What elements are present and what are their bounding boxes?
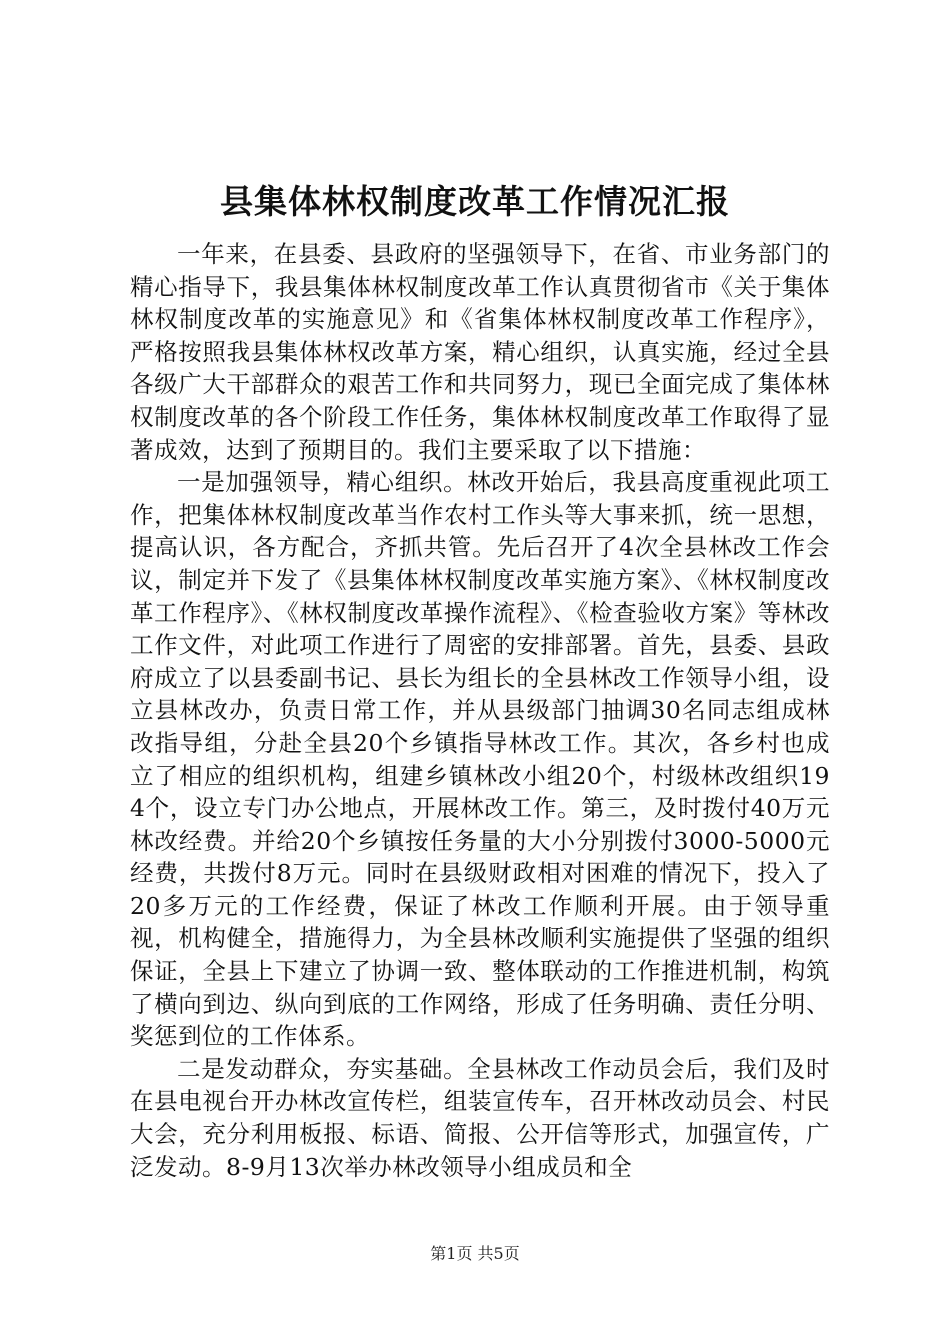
page-number-footer: 第1页 共5页 — [430, 1244, 520, 1263]
paragraph-intro: 一年来，在县委、县政府的坚强领导下，在省、市业务部门的精心指导下，我县集体林权制度改革工作认真贯彻省市《关于集体林权制度改革的实施意见》和《省集体林权制度改革工作程序》，严格按照我县集体林权改革方案，精心组织，认真实施，经过全县各级广大干部群众的艰苦工作和共同努力，现已全面完成了集体林权制度改革的各个阶段工作任务，集体林权制度改革工作取得了显著成效，达到了预期目的。我们主要采取了以下措施： — [130, 240, 830, 464]
paragraph-leadership: 一是加强领导，精心组织。林改开始后，我县高度重视此项工作，把集体林权制度改革当作农村工作头等大事来抓，统一思想，提高认识，各方配合，齐抓共管。先后召开了4次全县林改工作会议，制定并下发了《县集体林权制度改革实施方案》、《林权制度改革工作程序》、《林权制度改革操作流程》、《检查验收方案》等林改工作文件，对此项工作进行了周密的安排部署。首先，县委、县政府成立了以县委副书记、县长为组长的全县林改工作领导小组，设立县林改办，负责日常工作，并从县级部门抽调30名同志组成林改指导组，分赴全县20个乡镇指导林改工作。其次，各乡村也成立了相应的组织机构，组建乡镇林改小组20个，村级林改组织194个，设立专门办公地点，开展林改工作。第三，及时拨付40万元林改经费。并给20个乡镇按任务量的大小分别拨付3000-5000元经费，共拨付8万元。同时在县级财政相对困难的情况下，投入了20多万元的工作经费，保证了林改工作顺利开展。由于领导重视，机构健全，措施得力，为全县林改顺利实施提供了坚强的组织保证，全县上下建立了协调一致、整体联动的工作推进机制，构筑了横向到边、纵向到底的工作网络，形成了任务明确、责任分明、奖惩到位的工作体系。 — [130, 468, 830, 1051]
document-title: 县集体林权制度改革工作情况汇报 — [220, 182, 730, 221]
paragraph-mobilization: 二是发动群众，夯实基础。全县林改工作动员会后，我们及时在县电视台开办林改宣传栏，组装宣传车，召开林改动员会、村民大会，充分利用板报、标语、简报、公开信等形式，加强宣传，广泛发动。8-9月13次举办林改领导小组成员和全 — [130, 1054, 830, 1181]
document-body — [130, 238, 830, 1183]
